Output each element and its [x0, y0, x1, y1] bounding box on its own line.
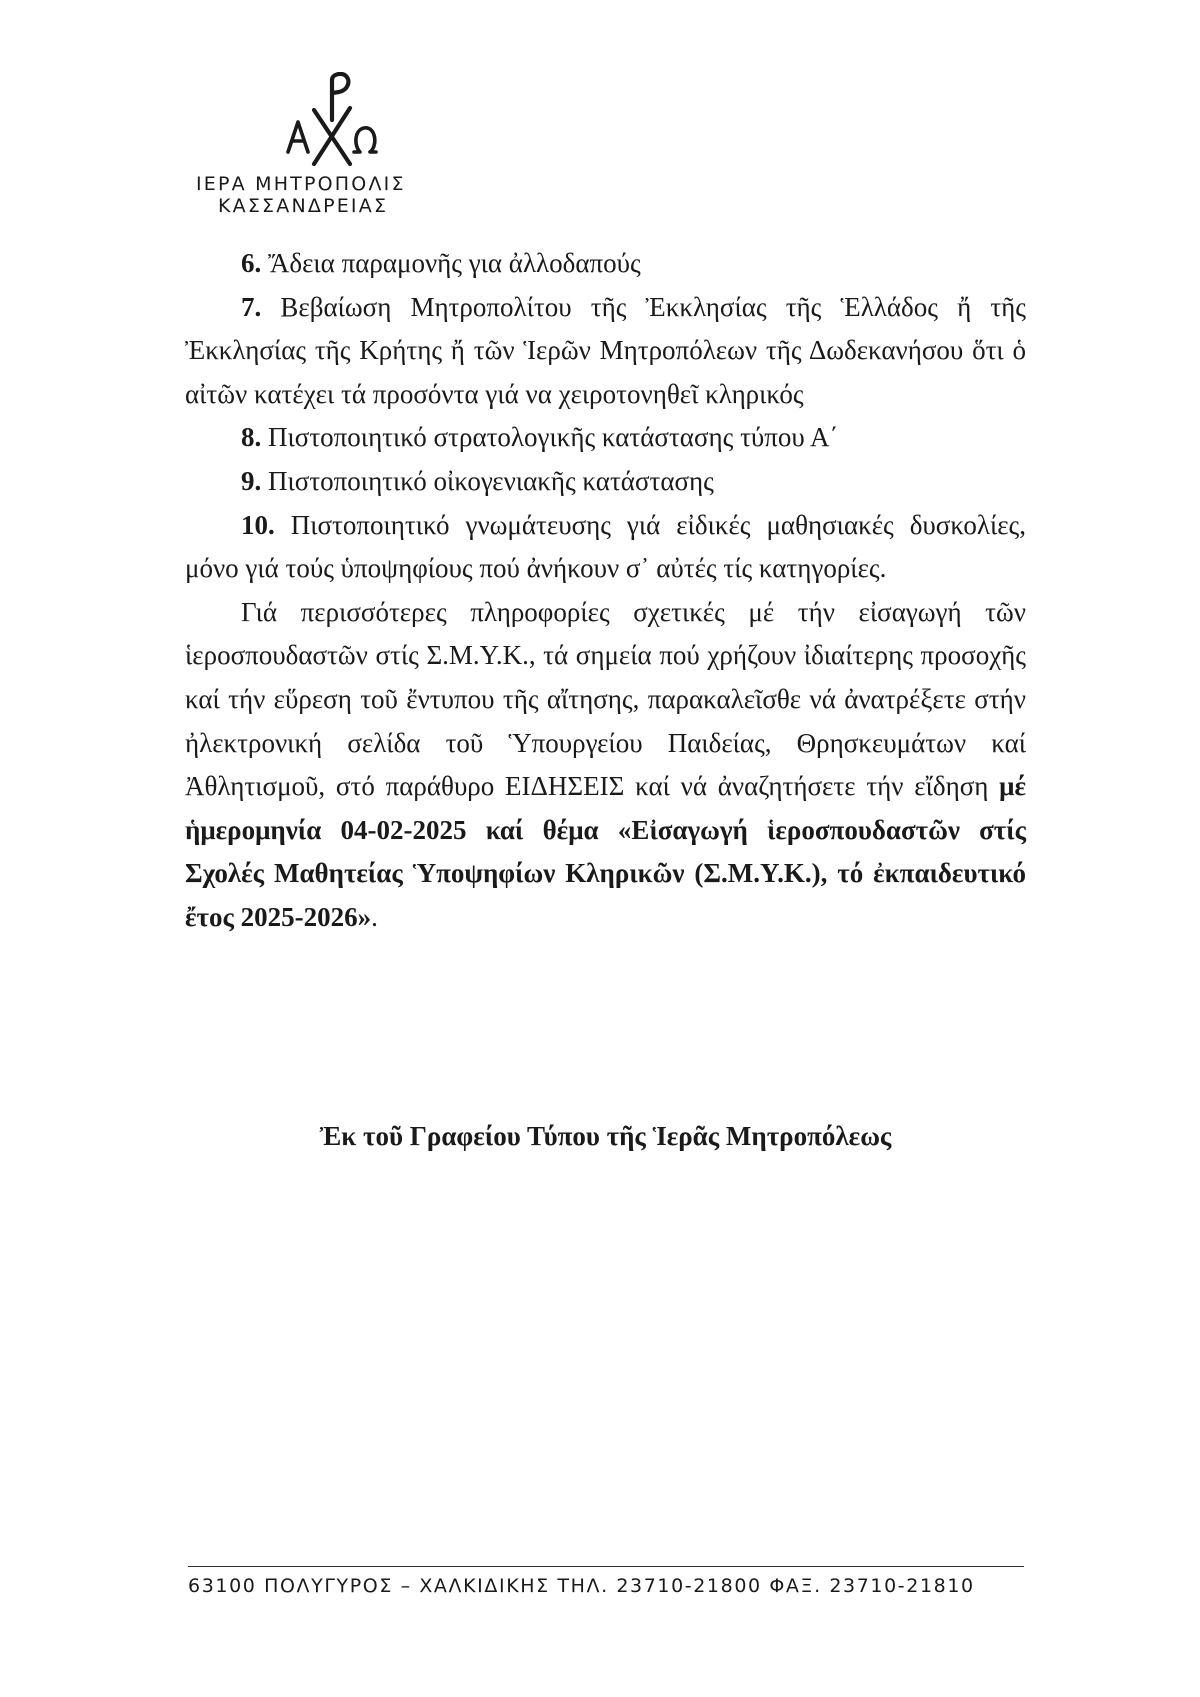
signature: Ἐκ τοῦ Γραφείου Τύπου τῆς Ἱερᾶς Μητροπόλεως: [319, 1121, 892, 1151]
item-number: 6.: [241, 248, 262, 278]
list-item: [185, 460, 1026, 504]
info-text: Γιά περισσότερες πληροφορίες σχετικές μέ τήν εἰσαγωγή τῶν ἱεροσπουδαστῶν στίς Σ.Μ.Υ.Κ., τά σημεία πού χρήζουν ἰδιαίτερης προσοχῆς καί τήν εὕρεση τοῦ ἔντυπου τῆς αἴτησης, παρακαλεῖσθε νά ἀνατρέξετε στήν ἠλεκτρονική σελίδα τοῦ Ὑπουργείου Παιδείας, Θρησκευμάτων καί Ἀθλητισμοῦ, στό παράθυρο ΕΙΔΗΣΕΙΣ καί νά ἀναζητήσετε τήν εἴδηση: [185, 596, 1026, 802]
info-paragraph: [185, 591, 1026, 940]
org-name: [196, 173, 476, 217]
info-text-bold: μέ ἡμερομηνία 04-02-2025 καί θέμα «Εἰσαγωγή ἱεροσπουδαστῶν στίς Σχολές Μαθητείας Ὑποψηφίων Κληρικῶν (Σ.Μ.Υ.Κ.), τό ἐκπαιδευτικό ἔτος 2025-2026»: [185, 771, 1026, 932]
list-item: [185, 286, 1026, 417]
item-text: Ἄδεια παραμονῆς για ἀλλοδαπούς: [261, 248, 641, 278]
org-name-line2: ΚΑΣΣΑΝΔΡΕΙΑΣ: [218, 195, 389, 217]
item-number: 7.: [241, 291, 262, 322]
item-number: 8.: [241, 422, 262, 453]
item-number: 9.: [241, 465, 262, 496]
item-number: 10.: [241, 509, 275, 540]
item-text: Πιστοποιητικό οἰκογενιακῆς κατάστασης: [261, 465, 714, 496]
footer-address: 63100 ΠΟΛΥΓΥΡΟΣ – ΧΑΛΚΙΔΙΚΗΣ ΤΗΛ. 23710-21800 ΦΑΞ. 23710-21810: [188, 1575, 975, 1597]
list-item: [185, 504, 1026, 591]
item-text: Πιστοποιητικό γνωμάτευσης γιά εἰδικές μαθησιακές δυσκολίες, μόνο γιά τούς ὑποψηφίους πού ἀνήκουν σ᾽ αὐτές τίς κατηγορίες.: [185, 509, 1026, 584]
chi-rho-alpha-omega-emblem: [284, 72, 384, 168]
org-name-line1: ΙΕΡΑ ΜΗΤΡΟΠΟΛΙΣ: [196, 173, 406, 195]
item-text: Βεβαίωση Μητροπολίτου τῆς Ἐκκλησίας τῆς Ἑλλάδος ἤ τῆς Ἐκκλησίας τῆς Κρήτης ἤ τῶν Ἱερῶν Μητροπόλεων τῆς Δωδεκανήσου ὅτι ὁ αἰτῶν κατέχει τά προσόντα γιά να χειροτονηθεῖ κληρικός: [185, 291, 1026, 409]
document-body: [185, 242, 1026, 940]
list-item: [185, 416, 1026, 460]
list-item: [185, 242, 1026, 286]
info-text-end: .: [371, 901, 378, 932]
footer-divider: [188, 1566, 1024, 1567]
item-text: Πιστοποιητικό στρατολογικῆς κατάστασης τύπου Α΄: [261, 422, 839, 453]
